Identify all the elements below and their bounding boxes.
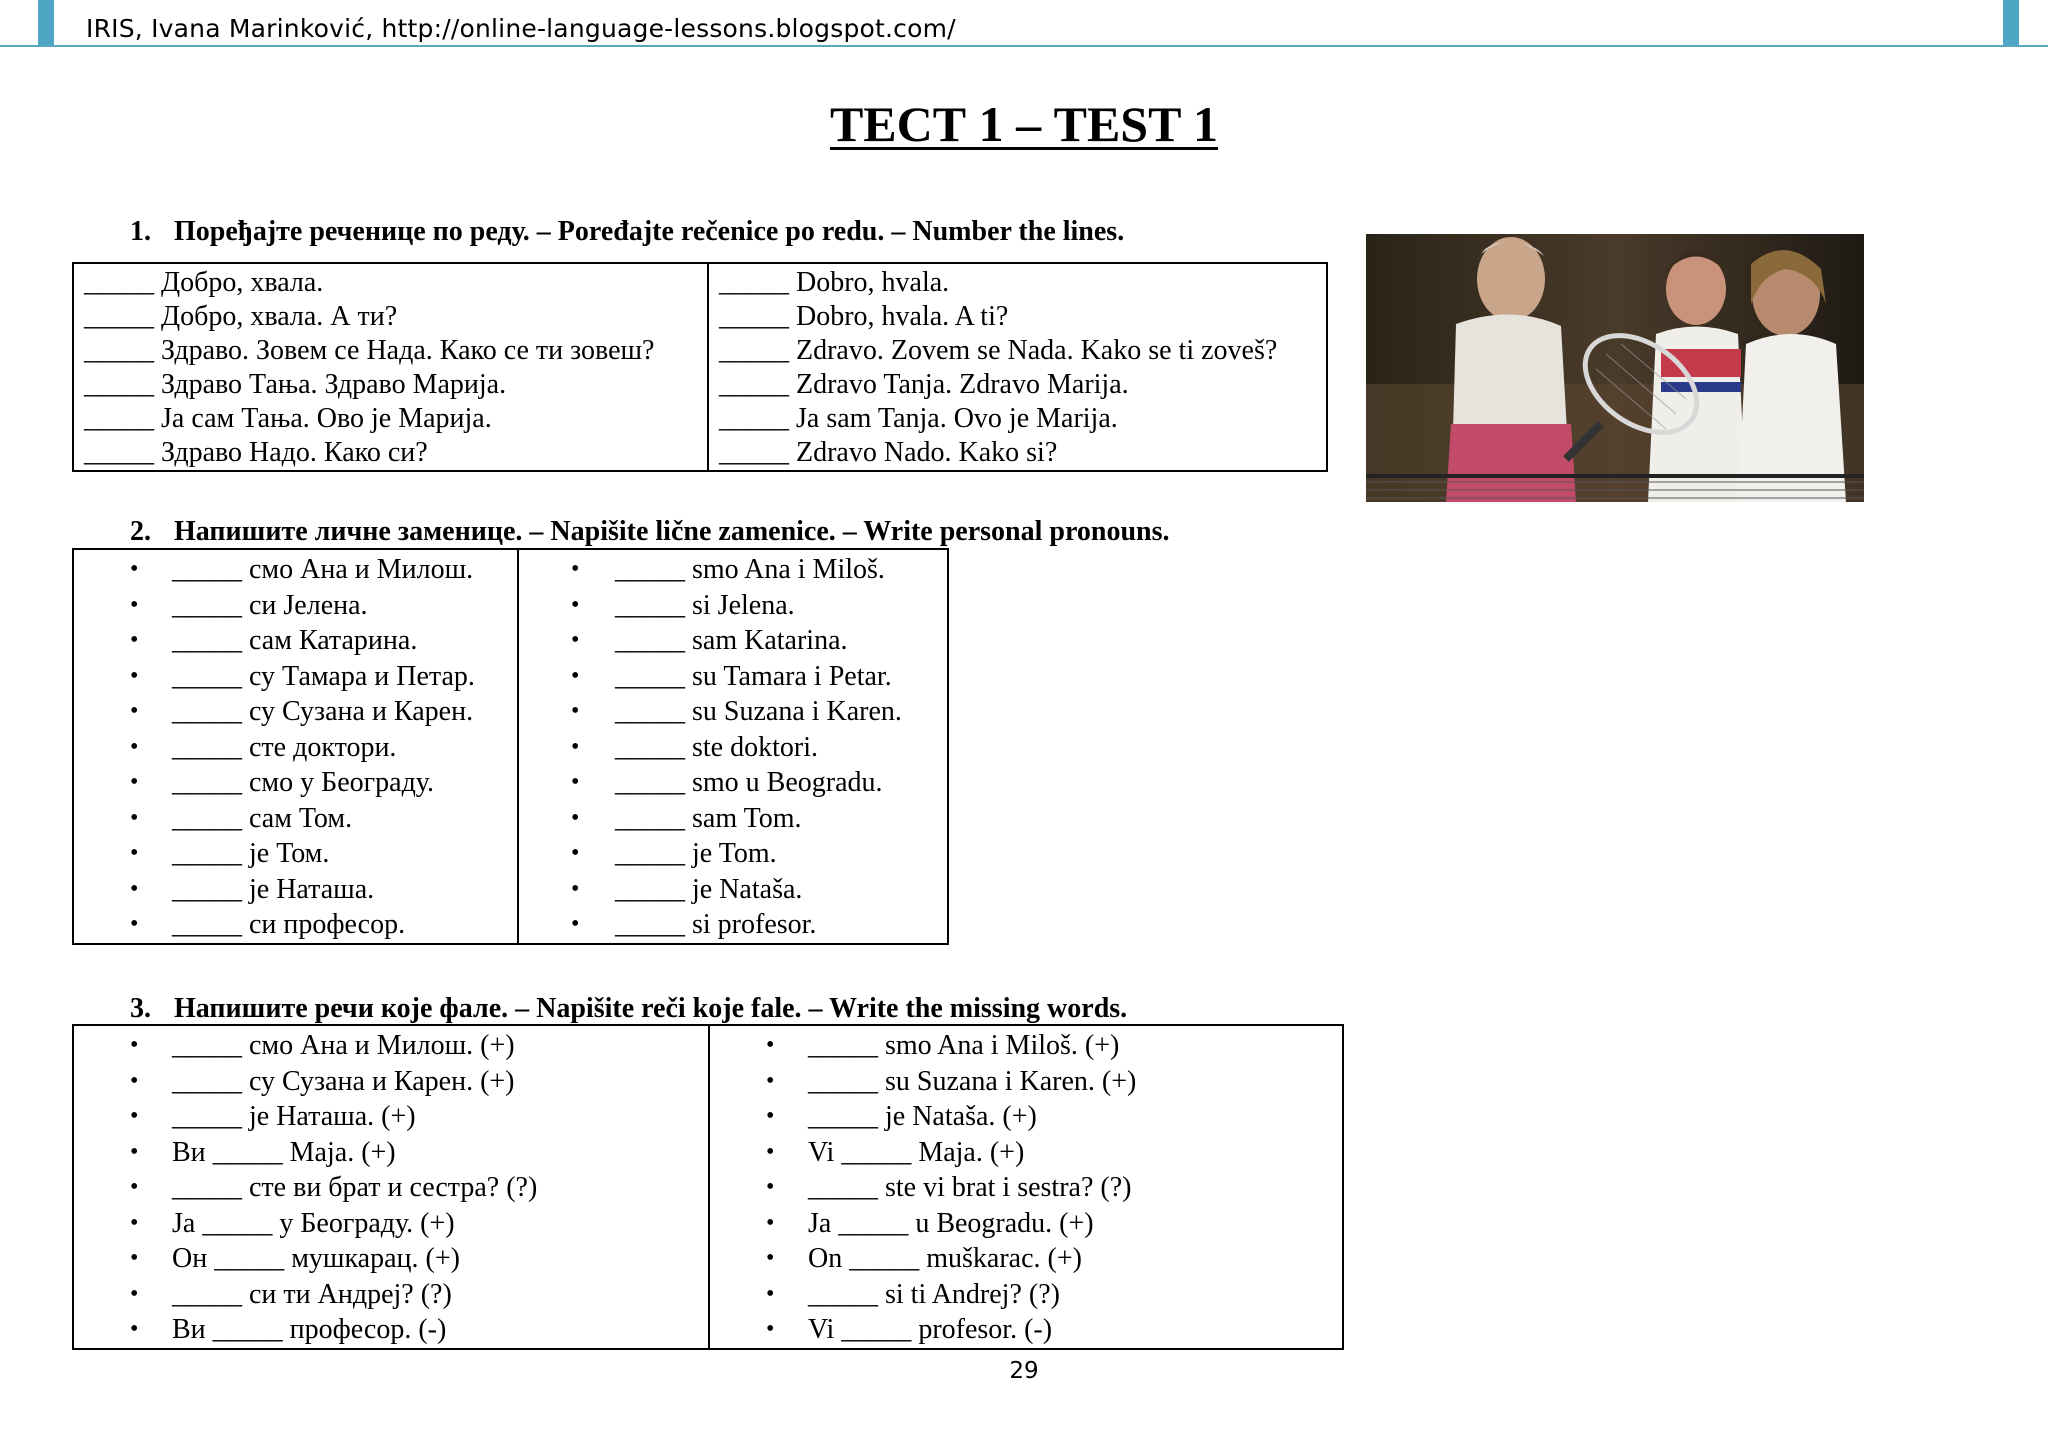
section3-left-column — [73, 1025, 709, 1349]
list-item-text: _____ je Nataša. — [615, 873, 803, 905]
page-title: ТЕСТ 1 – TEST 1 — [829, 96, 1219, 152]
header-accent-right — [2003, 0, 2019, 46]
list-item — [519, 623, 947, 659]
list-item — [74, 588, 517, 624]
ordering-line: _____ Zdravo Nado. Kako si? — [719, 437, 1058, 468]
bullet-icon: • — [130, 733, 139, 760]
list-item-text: Ви _____ професор. (-) — [172, 1314, 447, 1345]
list-item-text: _____ si profesor. — [615, 909, 817, 940]
list-item-text: Ja _____ u Beogradu. (+) — [808, 1207, 1094, 1239]
page-number: 29 — [1009, 1358, 1039, 1384]
ordering-line: _____ Dobro, hvala. A ti? — [719, 301, 1009, 332]
list-item — [519, 659, 947, 695]
ordering-line: _____ Ја сам Тања. Ово је Марија. — [84, 403, 492, 434]
list-item-text: _____ си професор. — [172, 909, 406, 940]
list-item-text: Vi _____ profesor. (-) — [808, 1314, 1053, 1345]
list-item — [710, 1312, 1342, 1348]
header-accent-left — [38, 0, 54, 46]
list-item-text: _____ је Наташа. — [172, 873, 375, 905]
header-divider — [0, 45, 2048, 47]
list-item — [74, 623, 517, 659]
section1-number: 1. — [130, 216, 151, 247]
list-item — [519, 588, 947, 624]
list-item-text: _____ ste doktori. — [615, 731, 818, 763]
ordering-line: _____ Здраво. Зовем се Нада. Како се ти зовеш? — [84, 335, 655, 366]
list-item — [74, 1206, 708, 1242]
list-item-text: _____ si ti Andrej? (?) — [808, 1278, 1060, 1310]
section2-heading — [130, 516, 1170, 548]
bullet-icon: • — [130, 662, 139, 689]
list-item-text: _____ смо Ана и Милош. (+) — [172, 1030, 515, 1061]
bullet-icon: • — [130, 1245, 139, 1271]
bullet-icon: • — [130, 556, 139, 582]
bullet-icon: • — [130, 911, 139, 937]
ordering-line: _____ Добро, хвала. А ти? — [84, 301, 398, 332]
list-item — [710, 1028, 1342, 1064]
page-header: IRIS, Ivana Marinković, http://online-language-lessons.blogspot.com/ — [86, 14, 956, 43]
list-item — [710, 1170, 1342, 1206]
section3-table — [72, 1024, 1344, 1350]
bullet-icon: • — [766, 1280, 775, 1307]
bullet-icon: • — [766, 1174, 775, 1200]
bullet-icon: • — [130, 769, 139, 795]
section3-heading — [130, 993, 1127, 1025]
section2-right-column — [518, 549, 948, 944]
bullet-icon: • — [571, 911, 580, 937]
list-item-text: _____ smo u Beogradu. — [615, 767, 883, 798]
list-item — [710, 1135, 1342, 1171]
bullet-icon: • — [571, 769, 580, 795]
list-item — [74, 1028, 708, 1064]
list-item — [74, 730, 517, 766]
list-item — [519, 765, 947, 801]
bullet-icon: • — [571, 556, 580, 582]
bullet-icon: • — [130, 591, 139, 618]
list-item-text: _____ сте доктори. — [172, 731, 397, 763]
list-item — [74, 1312, 708, 1348]
bullet-icon: • — [766, 1316, 775, 1342]
list-item-text: _____ смо Ана и Милош. — [172, 554, 474, 585]
bullet-icon: • — [571, 627, 580, 653]
bullet-icon: • — [130, 1032, 139, 1058]
bullet-icon: • — [766, 1067, 775, 1094]
list-item-text: _____ su Tamara i Petar. — [615, 660, 892, 692]
bullet-icon: • — [571, 733, 580, 760]
bullet-icon: • — [130, 875, 139, 902]
list-item — [519, 907, 947, 943]
bullet-icon: • — [130, 1138, 139, 1165]
bullet-icon: • — [766, 1209, 775, 1236]
list-item — [710, 1064, 1342, 1100]
section1-right-column — [708, 263, 1327, 471]
list-item — [74, 1135, 708, 1171]
section2-heading-text: Напишите личне заменице. – Napišite lične zamenice. – Write personal pronouns. — [174, 516, 1170, 547]
list-item — [74, 694, 517, 730]
list-item-text: _____ си Јелена. — [172, 589, 368, 621]
list-item — [74, 1099, 708, 1135]
list-item — [710, 1099, 1342, 1135]
list-item-text: _____ си ти Андреј? (?) — [172, 1278, 452, 1310]
bullet-icon: • — [766, 1032, 775, 1058]
list-item-text: _____ smo Ana i Miloš. — [615, 554, 885, 585]
section2-left-column — [73, 549, 518, 944]
list-item-text: Vi _____ Maja. (+) — [808, 1136, 1025, 1168]
list-item-text: _____ сам Том. — [172, 802, 353, 834]
list-item-text: _____ ste vi brat i sestra? (?) — [808, 1172, 1132, 1203]
section1-table — [72, 262, 1328, 472]
tennis-players-photo — [1366, 234, 1864, 502]
list-item-text: _____ sam Katarina. — [615, 625, 848, 656]
ordering-line: _____ Добро, хвала. — [84, 267, 324, 298]
list-item — [710, 1241, 1342, 1277]
bullet-icon: • — [571, 698, 580, 724]
list-item — [710, 1206, 1342, 1242]
list-item-text: _____ сам Катарина. — [172, 625, 418, 656]
bullet-icon: • — [571, 804, 580, 831]
ordering-line: _____ Dobro, hvala. — [719, 267, 950, 298]
photo-image — [1366, 234, 1864, 502]
section3-heading-text: Напишите речи које фале. – Napišite reči koje fale. – Write the missing words. — [174, 993, 1128, 1024]
bullet-icon: • — [766, 1245, 775, 1271]
list-item — [74, 1170, 708, 1206]
list-item-text: On _____ muškarac. (+) — [808, 1243, 1082, 1274]
list-item-text: _____ су Сузана и Карен. (+) — [172, 1065, 515, 1097]
list-item-text: _____ смо у Београду. — [172, 767, 435, 798]
list-item-text: _____ су Сузана и Карен. — [172, 696, 474, 727]
list-item-text: _____ su Suzana i Karen. — [615, 696, 902, 727]
ordering-line: _____ Здраво Тања. Здраво Марија. — [84, 369, 507, 400]
list-item — [519, 694, 947, 730]
bullet-icon: • — [571, 662, 580, 689]
list-item — [74, 552, 517, 588]
list-item — [519, 801, 947, 837]
bullet-icon: • — [130, 840, 139, 866]
list-item — [74, 836, 517, 872]
list-item-text: _____ sam Tom. — [615, 802, 802, 834]
list-item-text: _____ smo Ana i Miloš. (+) — [808, 1030, 1120, 1061]
list-item-text: _____ su Suzana i Karen. (+) — [808, 1065, 1137, 1097]
ordering-line: _____ Zdravo. Zovem se Nada. Kako se ti zoveš? — [719, 335, 1278, 366]
bullet-icon: • — [571, 840, 580, 866]
bullet-icon: • — [130, 1209, 139, 1236]
list-item-text: Ви _____ Маја. (+) — [172, 1136, 396, 1168]
bullet-icon: • — [130, 698, 139, 724]
list-item — [74, 907, 517, 943]
ordering-line: _____ Ja sam Tanja. Ovo je Marija. — [719, 403, 1118, 434]
list-item-text: _____ је Наташа. (+) — [172, 1101, 416, 1132]
list-item — [74, 801, 517, 837]
bullet-icon: • — [130, 1067, 139, 1094]
list-item-text: _____ je Nataša. (+) — [808, 1101, 1037, 1132]
list-item — [710, 1277, 1342, 1313]
bullet-icon: • — [130, 1174, 139, 1200]
list-item — [519, 730, 947, 766]
list-item — [74, 1277, 708, 1313]
list-item — [519, 872, 947, 908]
list-item-text: Ја _____ у Београду. (+) — [172, 1207, 455, 1239]
ordering-line: _____ Zdravo Tanja. Zdravo Marija. — [719, 369, 1129, 400]
bullet-icon: • — [130, 1103, 139, 1129]
list-item-text: _____ сте ви брат и сестра? (?) — [172, 1172, 538, 1203]
section1-left-column — [73, 263, 708, 471]
bullet-icon: • — [130, 627, 139, 653]
section2-table — [72, 548, 949, 945]
list-item-text: _____ је Том. — [172, 838, 330, 869]
bullet-icon: • — [130, 1280, 139, 1307]
list-item-text: _____ si Jelena. — [615, 589, 795, 621]
bullet-icon: • — [766, 1103, 775, 1129]
section3-right-column — [709, 1025, 1343, 1349]
list-item-text: _____ je Tom. — [615, 838, 777, 869]
list-item — [519, 552, 947, 588]
bullet-icon: • — [766, 1138, 775, 1165]
ordering-line: _____ Здраво Надо. Како си? — [84, 437, 428, 468]
bullet-icon: • — [571, 591, 580, 618]
section3-number: 3. — [130, 993, 151, 1024]
list-item — [74, 1064, 708, 1100]
bullet-icon: • — [130, 804, 139, 831]
list-item-text: Он _____ мушкарац. (+) — [172, 1243, 460, 1274]
list-item — [74, 872, 517, 908]
list-item — [74, 1241, 708, 1277]
bullet-icon: • — [130, 1316, 139, 1342]
list-item — [74, 659, 517, 695]
bullet-icon: • — [571, 875, 580, 902]
list-item — [74, 765, 517, 801]
section1-heading-text: Поређајте реченице по реду. – Poređajte rečenice po redu. – Number the lines. — [174, 216, 1125, 247]
list-item — [519, 836, 947, 872]
section1-heading — [130, 216, 1124, 248]
list-item-text: _____ су Тамара и Петар. — [172, 660, 475, 692]
section2-number: 2. — [130, 516, 151, 547]
